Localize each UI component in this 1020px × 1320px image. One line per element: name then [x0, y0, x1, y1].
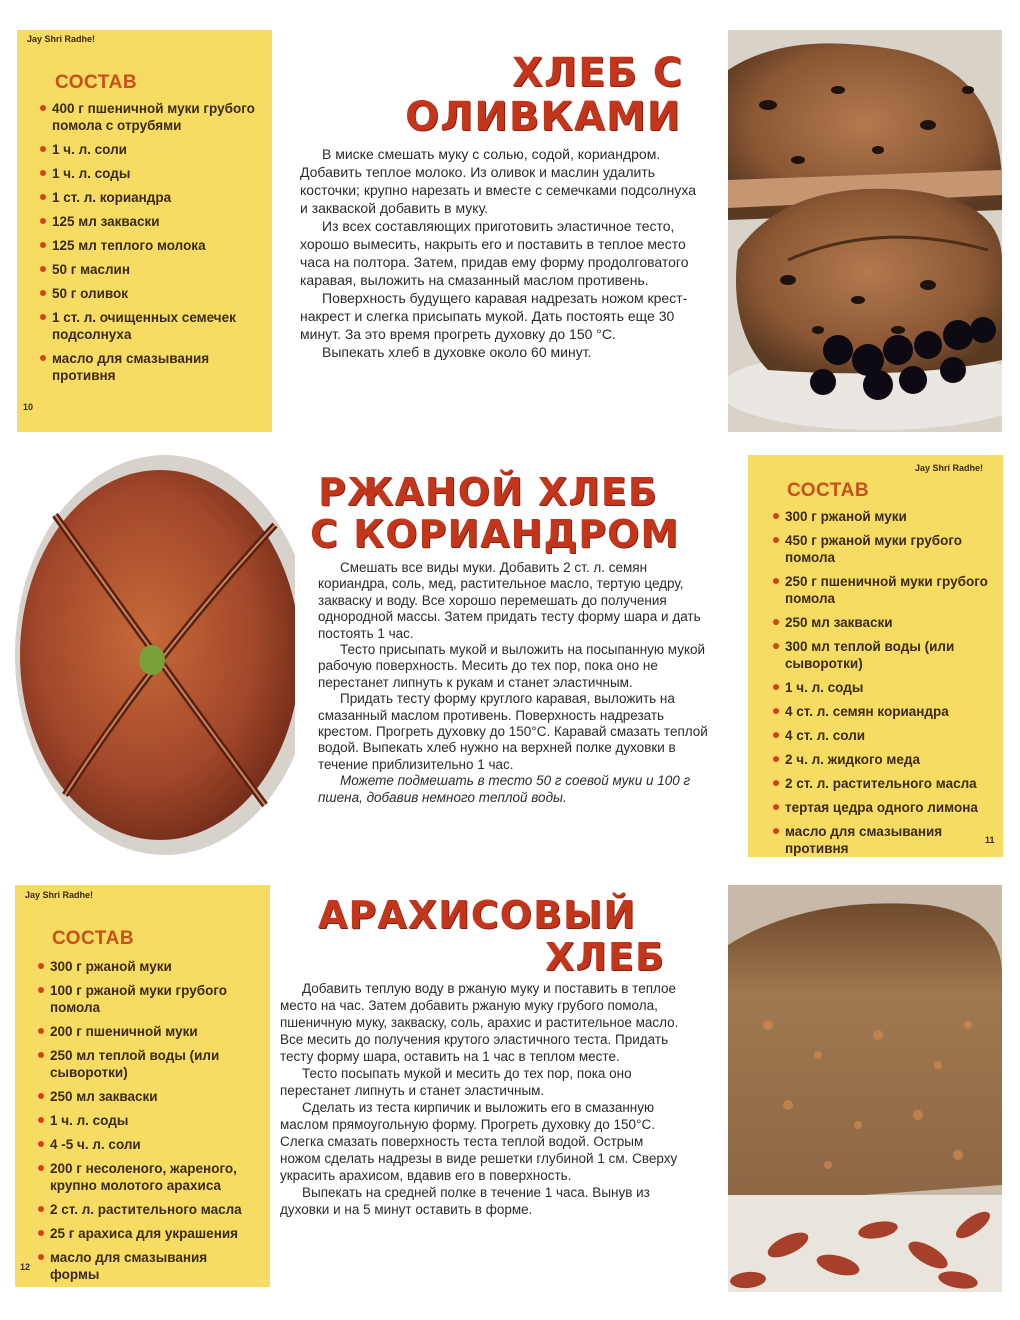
- ingredient-item: тертая цедра одного лимона: [773, 799, 993, 816]
- instruction-paragraph: Сделать из теста кирпичик и выложить его в смазанную маслом прямоугольную форму. Прогреть духовку до 150°С. Слегка смазать поверхность теста теплой водой. Острым ножом сделать надрезы в виде решетки глубиной 1 см. Сверху украсить арахисом, вдавив его в поверхность.: [280, 1100, 678, 1183]
- instruction-paragraph: Тесто посыпать мукой и месить до тех пор, пока оно перестанет липнуть и станет эластичным.: [280, 1066, 632, 1098]
- ingredient-item: 4 ст. л. соли: [773, 727, 993, 744]
- ingredient-item: 250 мл теплой воды (или сыворотки): [38, 1047, 260, 1081]
- ingredient-item: 300 мл теплой воды (или сыворотки): [773, 638, 993, 672]
- page-number: 10: [23, 402, 34, 412]
- ingredient-item: 4 -5 ч. л. соли: [38, 1136, 260, 1153]
- ingredients-heading: СОСТАВ: [52, 928, 135, 949]
- ingredient-item: 125 мл закваски: [40, 213, 260, 230]
- bread-olives-image: [728, 30, 1002, 432]
- header-tag: Jay Shri Radhe!: [25, 890, 94, 900]
- instruction-paragraph: Выпекать хлеб в духовке около 60 минут.: [322, 344, 592, 360]
- ingredient-item: 1 ч. л. соли: [40, 141, 260, 158]
- instruction-paragraph: Смешать все виды муки. Добавить 2 ст. л. семян кориандра, соль, мед, растительное масло, тертую цедру, закваску и воду. Все хорошо перемешать до получения однородной массы. Затем придать тесту форму шара и дать постоять 1 час.: [318, 560, 701, 641]
- ingredient-item: 100 г ржаной муки грубого помола: [38, 982, 260, 1016]
- bread-olives-photo: [728, 30, 1002, 432]
- ingredient-item: 1 ст. л. кориандра: [40, 189, 260, 206]
- recipe-instructions: [318, 560, 710, 806]
- ingredient-item: 50 г маслин: [40, 261, 260, 278]
- ingredient-item: 400 г пшеничной муки грубого помола с отрубями: [40, 100, 260, 134]
- instruction-paragraph: Поверхность будущего каравая надрезать ножом крест-накрест и слегка присыпать мукой. Дать постоять еще 30 минут. За это время прогреть духовку до 150 °С.: [300, 290, 688, 342]
- recipe-title-line2: С КОРИАНДРОМ: [310, 512, 680, 556]
- recipe-title-line2: ОЛИВКАМИ: [405, 94, 682, 140]
- page-number: 11: [985, 835, 995, 845]
- ingredients-list: [773, 508, 993, 864]
- ingredient-item: 300 г ржаной муки: [38, 958, 260, 975]
- peanut-bread-image: [728, 885, 1002, 1292]
- header-tag: Jay Shri Radhe!: [27, 34, 96, 44]
- ingredient-item: 2 ч. л. жидкого меда: [773, 751, 993, 768]
- ingredient-item: масло для смазывания формы: [38, 1249, 260, 1283]
- peanut-bread-photo: [728, 885, 1002, 1292]
- page-number: 12: [20, 1262, 31, 1272]
- ingredient-item: 2 ст. л. растительного масла: [38, 1201, 260, 1218]
- recipe-title-line1: ХЛЕБ С: [512, 50, 684, 96]
- ingredient-item: 1 ч. л. соды: [38, 1112, 260, 1129]
- ingredient-item: 300 г ржаной муки: [773, 508, 993, 525]
- ingredient-item: 1 ч. л. соды: [40, 165, 260, 182]
- instruction-paragraph: Придать тесту форму круглого каравая, выложить на смазанный маслом противень. Поверхность надрезать крестом. Прогреть духовку до 150°С. Каравай смазать теплой водой. Выпекать хлеб нужно на верхней полке духовки в течение приблизительно 1 час.: [318, 691, 708, 772]
- ingredient-item: 250 мл закваски: [38, 1088, 260, 1105]
- ingredient-item: 2 ст. л. растительного масла: [773, 775, 993, 792]
- rye-bread-photo: [15, 455, 295, 857]
- ingredient-item: 250 мл закваски: [773, 614, 993, 631]
- ingredient-item: 1 ст. л. очищенных семечек подсолнуха: [40, 309, 260, 343]
- recipe-note: Можете подмешать в тесто 50 г соевой муки и 100 г пшена, добавив немного теплой воды.: [318, 773, 691, 805]
- instruction-paragraph: Из всех составляющих приготовить эластичное тесто, хорошо вымесить, накрыть его и поставить в теплое место часа на полтора. Затем, придав ему форму продолговатого каравая, выложить на смазанный маслом противень.: [300, 218, 689, 288]
- instruction-paragraph: В миске смешать муку с солью, содой, кориандром. Добавить теплое молоко. Из оливок и маслин удалить косточки; крупно нарезать и вместе с семечками подсолнуха и закваской добавить в муку.: [300, 146, 697, 216]
- instruction-paragraph: Тесто присыпать мукой и выложить на посыпанную мукой рабочую поверхность. Месить до тех пор, пока оно не перестанет липнуть к рукам и станет эластичным.: [318, 642, 706, 690]
- recipe-title-line1: АРАХИСОВЫЙ: [318, 893, 637, 937]
- ingredient-item: 200 г пшеничной муки: [38, 1023, 260, 1040]
- ingredient-item: 1 ч. л. соды: [773, 679, 993, 696]
- instruction-paragraph: Добавить теплую воду в ржаную муку и поставить в теплое место на час. Затем добавить ржаную муку грубого помола, пшеничную муку, закваску, соль, арахис и растительное масло. Все месить до получения крутого эластичного теста. Придать тесту форму шара, оставить на 1 час в теплом месте.: [280, 981, 679, 1064]
- recipe-instructions: [300, 145, 700, 361]
- ingredient-item: 4 ст. л. семян кориандра: [773, 703, 993, 720]
- ingredients-list: [38, 958, 260, 1290]
- recipe-instructions: [280, 980, 680, 1218]
- ingredients-heading: СОСТАВ: [787, 480, 870, 501]
- ingredient-item: 200 г несоленого, жареного, крупно молотого арахиса: [38, 1160, 260, 1194]
- ingredient-item: 250 г пшеничной муки грубого помола: [773, 573, 993, 607]
- recipe-title-line1: РЖАНОЙ ХЛЕБ: [318, 470, 658, 514]
- header-tag: Jay Shri Radhe!: [915, 463, 984, 473]
- ingredient-item: масло для смазывания противня: [773, 823, 993, 857]
- instruction-paragraph: Выпекать на средней полке в течение 1 часа. Вынув из духовки и на 5 минут оставить в форме.: [280, 1185, 650, 1217]
- ingredients-list: [40, 100, 260, 391]
- recipe-title-line2: ХЛЕБ: [545, 935, 665, 979]
- ingredient-item: 50 г оливок: [40, 285, 260, 302]
- ingredient-item: 450 г ржаной муки грубого помола: [773, 532, 993, 566]
- ingredients-heading: СОСТАВ: [55, 72, 138, 93]
- ingredient-item: 125 мл теплого молока: [40, 237, 260, 254]
- ingredient-item: масло для смазывания противня: [40, 350, 260, 384]
- ingredient-item: 25 г арахиса для украшения: [38, 1225, 260, 1242]
- rye-bread-image: [15, 455, 295, 857]
